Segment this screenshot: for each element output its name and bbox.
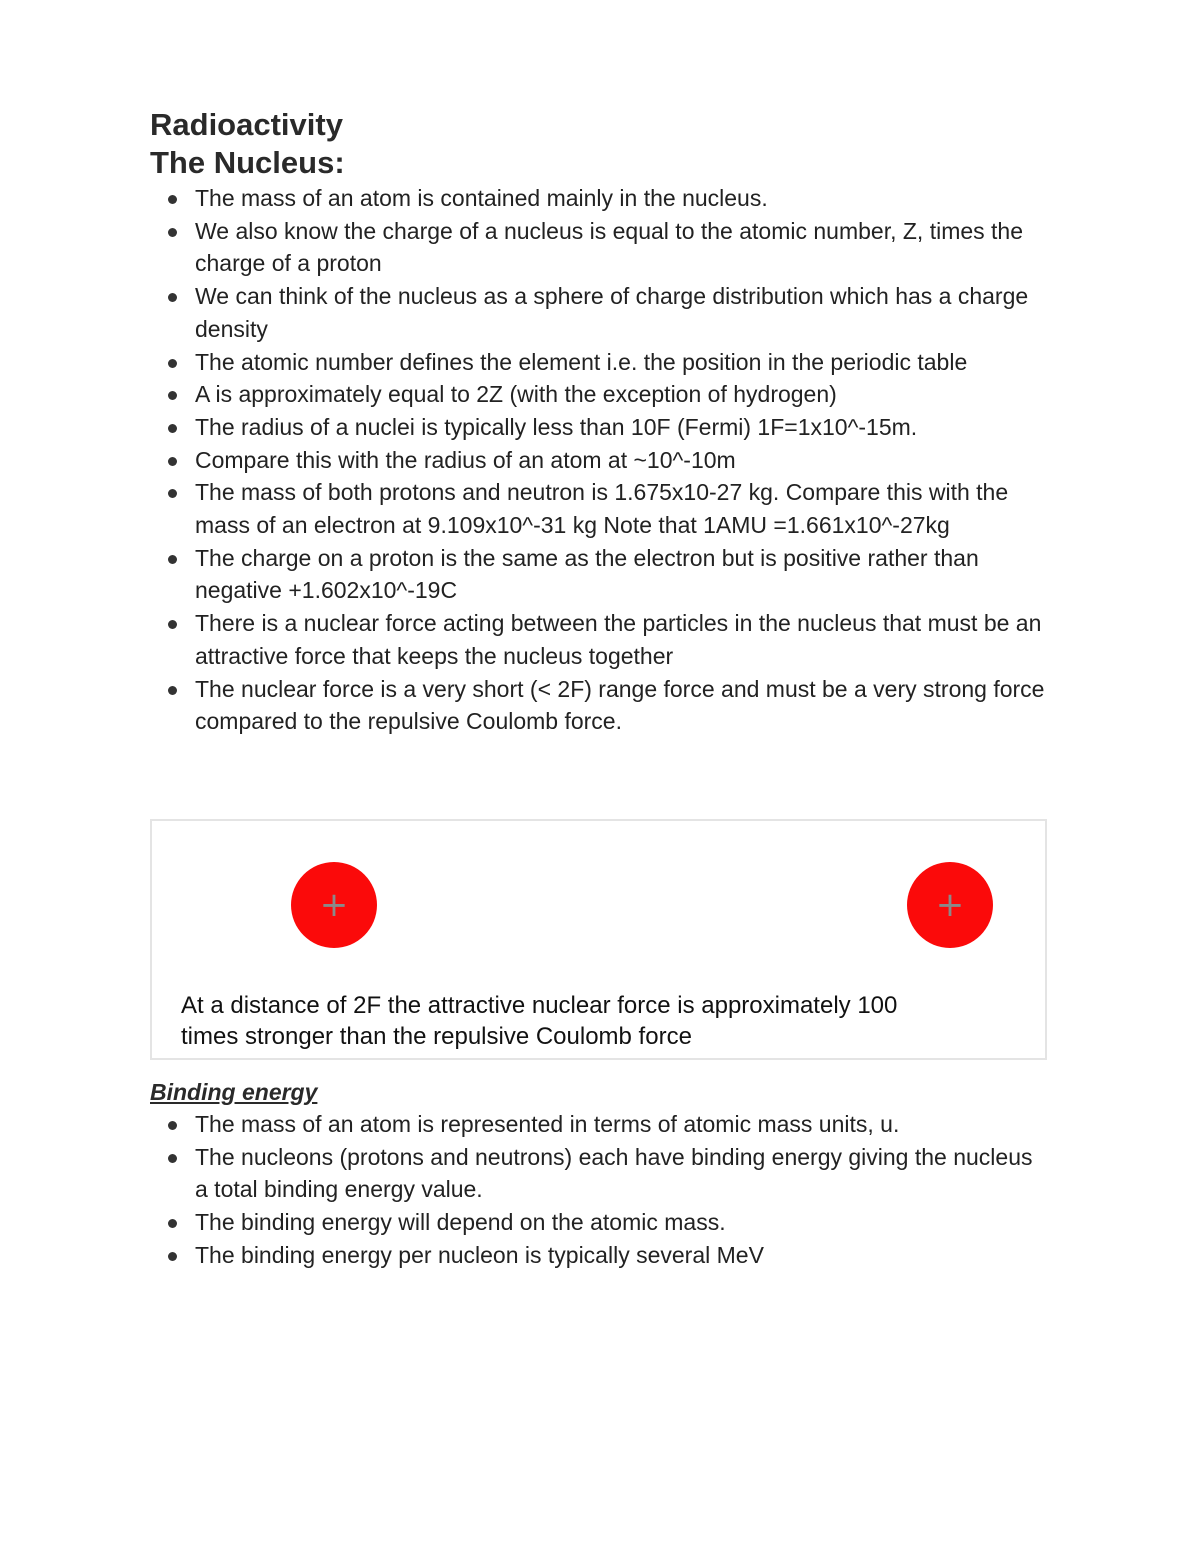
proton-left-icon <box>291 862 377 948</box>
list-item: Compare this with the radius of an atom at ~10^-10m <box>150 444 1050 477</box>
list-item: The nucleons (protons and neutrons) each have binding energy giving the nucleus a total binding energy value. <box>150 1141 1050 1206</box>
page-title: Radioactivity <box>150 107 343 142</box>
list-item: The mass of an atom is contained mainly in the nucleus. <box>150 182 1050 215</box>
figure-caption: At a distance of 2F the attractive nuclear force is approximately 100 times stronger than the repulsive Coulomb force <box>181 992 898 1050</box>
list-item: The mass of an atom is represented in terms of atomic mass units, u. <box>150 1108 1050 1141</box>
proton-force-figure <box>150 819 1047 1060</box>
list-item: The binding energy will depend on the atomic mass. <box>150 1206 1050 1239</box>
list-item: We also know the charge of a nucleus is equal to the atomic number, Z, times the charge of a proton <box>150 215 1050 280</box>
positive-charge-icon: + <box>319 885 349 925</box>
list-item: The mass of both protons and neutron is 1.675x10-27 kg. Compare this with the mass of an electron at 9.109x10^-31 kg Note that 1AMU =1.661x10^-27kg <box>150 476 1050 541</box>
positive-charge-icon: + <box>935 885 965 925</box>
list-item: A is approximately equal to 2Z (with the exception of hydrogen) <box>150 378 1050 411</box>
proton-right-icon <box>907 862 993 948</box>
list-item: We can think of the nucleus as a sphere of charge distribution which has a charge density <box>150 280 1050 345</box>
list-item: The atomic number defines the element i.e. the position in the periodic table <box>150 346 1050 379</box>
list-item: There is a nuclear force acting between the particles in the nucleus that must be an attractive force that keeps the nucleus together <box>150 607 1050 672</box>
section-title-nucleus: The Nucleus: <box>150 145 345 180</box>
binding-energy-section <box>150 1076 1050 1272</box>
list-item: The charge on a proton is the same as the electron but is positive rather than negative +1.602x10^-19C <box>150 542 1050 607</box>
list-item: The nuclear force is a very short (< 2F) range force and must be a very strong force compared to the repulsive Coulomb force. <box>150 673 1050 738</box>
nucleus-bullet-list <box>150 182 1050 738</box>
document-body <box>150 106 1050 738</box>
list-item: The binding energy per nucleon is typically several MeV <box>150 1239 1050 1272</box>
binding-bullet-list <box>150 1108 1050 1272</box>
binding-energy-heading: Binding energy <box>150 1079 318 1105</box>
list-item: The radius of a nuclei is typically less than 10F (Fermi) 1F=1x10^-15m. <box>150 411 1050 444</box>
